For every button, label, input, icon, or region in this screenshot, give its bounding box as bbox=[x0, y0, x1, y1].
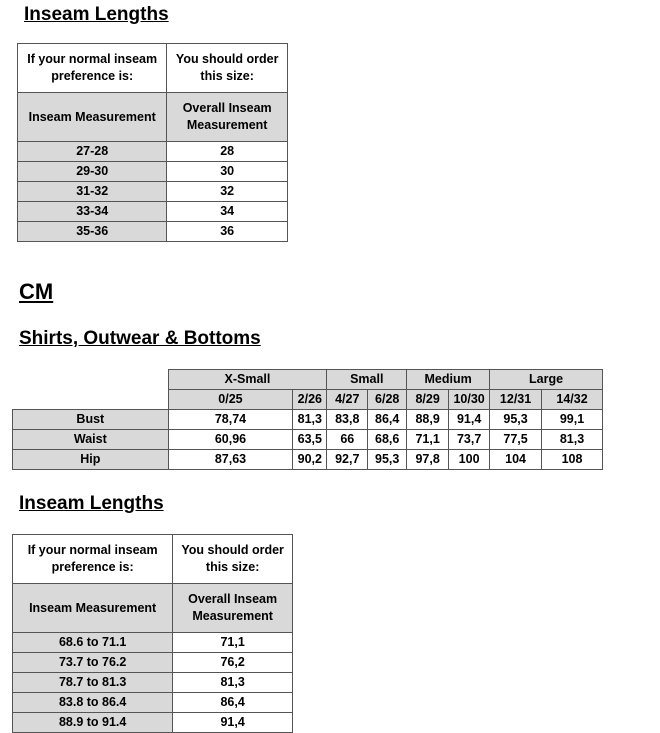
size-label: 6/28 bbox=[368, 390, 407, 410]
cell: 63,5 bbox=[293, 430, 327, 450]
order-size: 28 bbox=[167, 142, 288, 162]
table-row bbox=[18, 202, 288, 222]
cell: 95,3 bbox=[490, 410, 542, 430]
cell: 81,3 bbox=[293, 410, 327, 430]
table-header-row bbox=[18, 44, 288, 93]
cell: 100 bbox=[449, 450, 490, 470]
cell: 104 bbox=[490, 450, 542, 470]
cell: 99,1 bbox=[542, 410, 603, 430]
inseam-heading-cm: Inseam Lengths bbox=[19, 493, 164, 514]
size-chart-heading: Shirts, Outwear & Bottoms bbox=[19, 328, 261, 349]
inseam-range: 31-32 bbox=[18, 182, 167, 202]
order-size: 91,4 bbox=[173, 713, 293, 733]
inseam-range: 27-28 bbox=[18, 142, 167, 162]
cell: 97,8 bbox=[407, 450, 449, 470]
cell: 86,4 bbox=[368, 410, 407, 430]
cell: 73,7 bbox=[449, 430, 490, 450]
header-left: If your normal inseam preference is: bbox=[18, 44, 167, 93]
corner-blank bbox=[13, 390, 169, 410]
subheader-left: Inseam Measurement bbox=[13, 584, 173, 633]
cell: 108 bbox=[542, 450, 603, 470]
table-row bbox=[13, 450, 603, 470]
group-small: Small bbox=[327, 370, 407, 390]
size-label: 12/31 bbox=[490, 390, 542, 410]
subheader-right: Overall Inseam Measurement bbox=[173, 584, 293, 633]
cell: 66 bbox=[327, 430, 368, 450]
order-size: 34 bbox=[167, 202, 288, 222]
header-left: If your normal inseam preference is: bbox=[13, 535, 173, 584]
table-row bbox=[13, 693, 293, 713]
cell: 68,6 bbox=[368, 430, 407, 450]
header-right: You should order this size: bbox=[173, 535, 293, 584]
row-label-waist: Waist bbox=[13, 430, 169, 450]
table-header-row bbox=[13, 535, 293, 584]
inseam-range: 73.7 to 76.2 bbox=[13, 653, 173, 673]
order-size: 76,2 bbox=[173, 653, 293, 673]
cell: 87,63 bbox=[168, 450, 293, 470]
size-label: 10/30 bbox=[449, 390, 490, 410]
order-size: 71,1 bbox=[173, 633, 293, 653]
inseam-range: 29-30 bbox=[18, 162, 167, 182]
table-row bbox=[18, 162, 288, 182]
cell: 78,74 bbox=[168, 410, 293, 430]
size-label: 2/26 bbox=[293, 390, 327, 410]
table-row bbox=[13, 673, 293, 693]
inseam-heading-inches: Inseam Lengths bbox=[24, 4, 169, 25]
inseam-range: 33-34 bbox=[18, 202, 167, 222]
subheader-right: Overall Inseam Measurement bbox=[167, 93, 288, 142]
inseam-range: 68.6 to 71.1 bbox=[13, 633, 173, 653]
group-medium: Medium bbox=[407, 370, 490, 390]
cell: 60,96 bbox=[168, 430, 293, 450]
subheader-left: Inseam Measurement bbox=[18, 93, 167, 142]
inseam-table-inches bbox=[17, 43, 288, 242]
size-label: 4/27 bbox=[327, 390, 368, 410]
size-number-row bbox=[13, 390, 603, 410]
order-size: 36 bbox=[167, 222, 288, 242]
row-label-bust: Bust bbox=[13, 410, 169, 430]
inseam-table-cm bbox=[12, 534, 293, 733]
table-row bbox=[13, 633, 293, 653]
order-size: 30 bbox=[167, 162, 288, 182]
order-size: 32 bbox=[167, 182, 288, 202]
table-row bbox=[18, 182, 288, 202]
cell: 92,7 bbox=[327, 450, 368, 470]
cell: 81,3 bbox=[542, 430, 603, 450]
size-label: 0/25 bbox=[168, 390, 293, 410]
table-subheader-row bbox=[13, 584, 293, 633]
header-right: You should order this size: bbox=[167, 44, 288, 93]
size-chart-table bbox=[12, 369, 603, 470]
cell: 77,5 bbox=[490, 430, 542, 450]
cell: 95,3 bbox=[368, 450, 407, 470]
corner-blank bbox=[13, 370, 169, 390]
cell: 71,1 bbox=[407, 430, 449, 450]
table-row bbox=[13, 713, 293, 733]
cell: 91,4 bbox=[449, 410, 490, 430]
row-label-hip: Hip bbox=[13, 450, 169, 470]
table-row bbox=[13, 410, 603, 430]
inseam-range: 88.9 to 91.4 bbox=[13, 713, 173, 733]
group-xsmall: X-Small bbox=[168, 370, 327, 390]
size-group-row bbox=[13, 370, 603, 390]
cm-heading: CM bbox=[19, 279, 54, 304]
table-row bbox=[13, 653, 293, 673]
inseam-range: 83.8 to 86.4 bbox=[13, 693, 173, 713]
table-row bbox=[18, 222, 288, 242]
order-size: 81,3 bbox=[173, 673, 293, 693]
inseam-range: 35-36 bbox=[18, 222, 167, 242]
cell: 90,2 bbox=[293, 450, 327, 470]
table-row bbox=[13, 430, 603, 450]
cell: 83,8 bbox=[327, 410, 368, 430]
group-large: Large bbox=[490, 370, 603, 390]
inseam-range: 78.7 to 81.3 bbox=[13, 673, 173, 693]
size-label: 14/32 bbox=[542, 390, 603, 410]
cell: 88,9 bbox=[407, 410, 449, 430]
order-size: 86,4 bbox=[173, 693, 293, 713]
size-label: 8/29 bbox=[407, 390, 449, 410]
table-subheader-row bbox=[18, 93, 288, 142]
table-row bbox=[18, 142, 288, 162]
